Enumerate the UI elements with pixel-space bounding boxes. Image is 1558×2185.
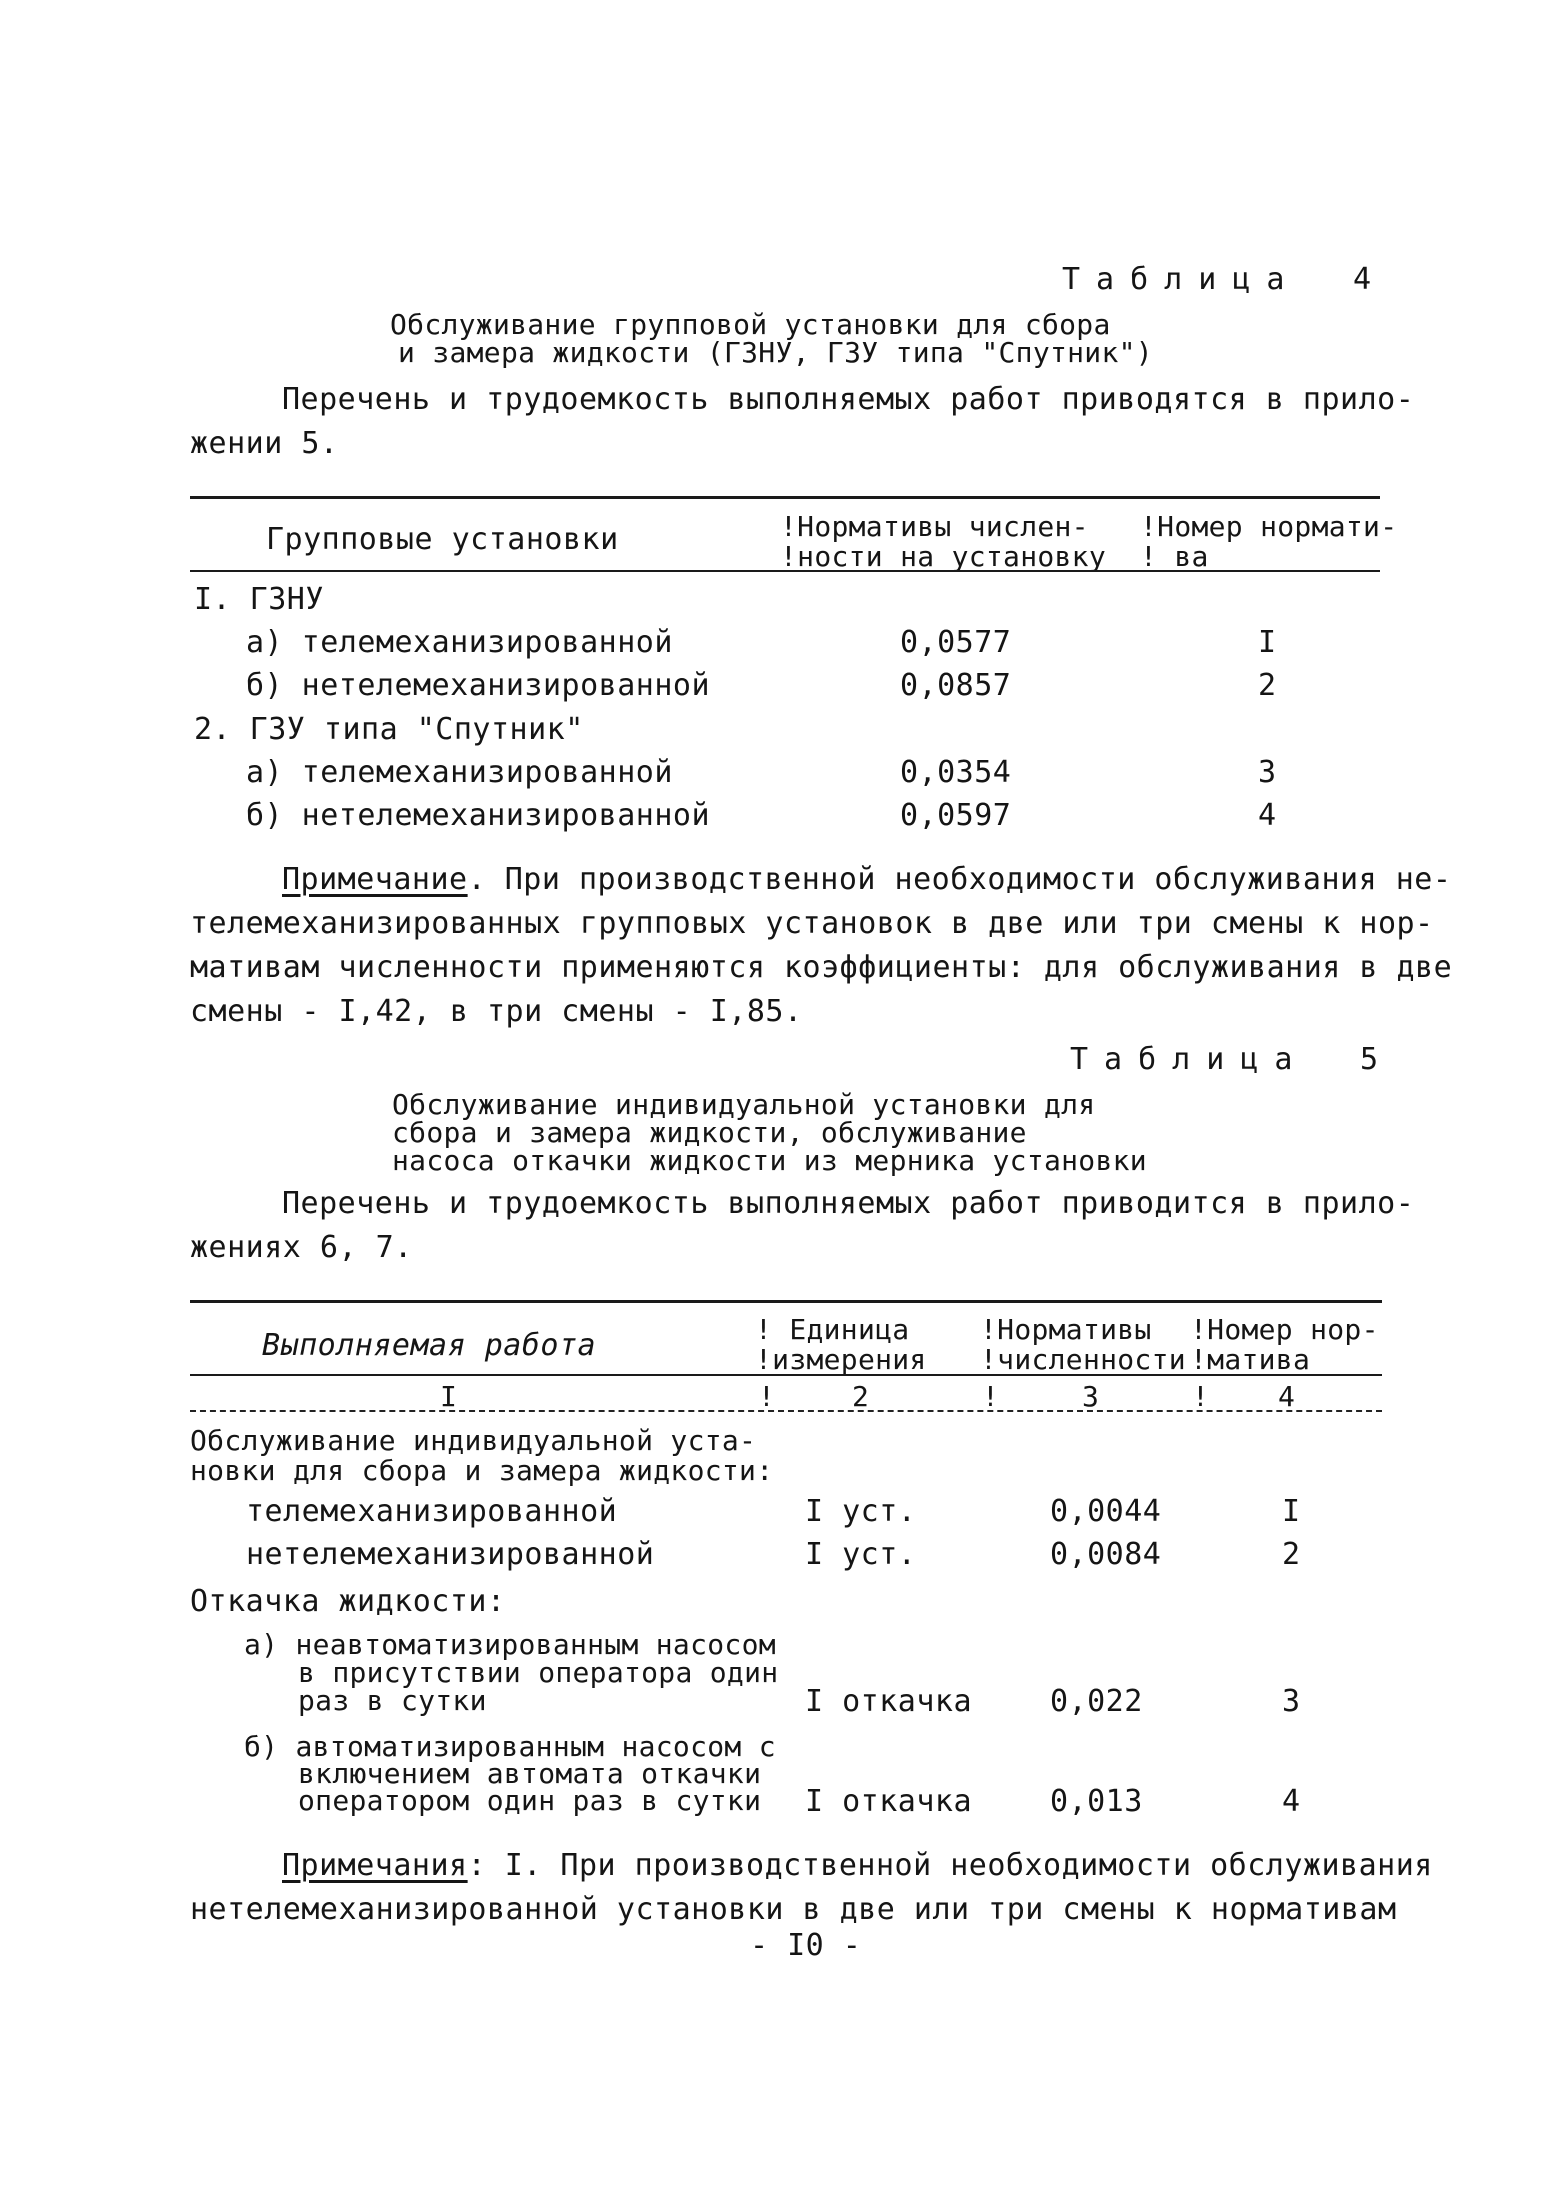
table4-title-line2: и замера жидкости (ГЗНУ, ГЗУ типа "Спутник") — [398, 336, 1153, 369]
table4-header-col2-line2: !ности на установку — [780, 540, 1106, 573]
table4-note-label: Примечание — [282, 862, 468, 897]
table5-row-unit: I уст. — [805, 1537, 917, 1572]
table5-colnum-rule — [190, 1410, 1382, 1412]
table5-row3-unit: I откачка — [805, 1684, 973, 1719]
table5-row-number: I — [1282, 1494, 1301, 1529]
table5-colnum-separator: ! — [1192, 1380, 1210, 1413]
table5-header-col2-line1: ! Единица — [755, 1313, 910, 1346]
table5-colnum-separator: ! — [758, 1380, 776, 1413]
table4-row-label: 2. ГЗУ типа "Спутник" — [194, 712, 584, 747]
table4-title-line1: Обслуживание групповой установки для сбора — [390, 308, 1111, 341]
table5-group1-line2: новки для сбора и замера жидкости: — [190, 1454, 774, 1487]
table5-row-label: телемеханизированной — [246, 1494, 618, 1529]
table4-row-value: 0,0857 — [900, 668, 1012, 703]
table4-row-label: а) телемеханизированной — [246, 625, 673, 660]
table4-row-label: а) телемеханизированной — [246, 755, 673, 790]
table5-intro-line1: Перечень и трудоемкость выполняемых работ приводится в прило- — [282, 1186, 1415, 1221]
table4-header-col3-line1: !Номер нормати- — [1140, 510, 1398, 543]
table5-header-rule — [190, 1374, 1382, 1376]
table5-header-col4-line2: !матива — [1190, 1343, 1311, 1376]
table5-top-rule — [190, 1300, 1382, 1303]
table5-label: Таблица — [1070, 1042, 1309, 1077]
table5-header-col2-line2: !измерения — [755, 1343, 927, 1376]
table5-row-number: 2 — [1282, 1537, 1301, 1572]
table5-row-unit: I уст. — [805, 1494, 917, 1529]
table5-group1-line1: Обслуживание индивидуальной уста- — [190, 1424, 757, 1457]
table4-row-label: б) нетелемеханизированной — [246, 798, 711, 833]
table5-header-col3-line1: !Нормативы — [980, 1313, 1152, 1346]
table5-row3-line2: в присутствии оператора один — [298, 1656, 779, 1689]
table5-row-label: нетелемеханизированной — [246, 1537, 655, 1572]
table4-row-number: 3 — [1258, 755, 1277, 790]
table5-note-line1 — [282, 1848, 1433, 1883]
table5-title-line3: насоса откачки жидкости из мерника установки — [392, 1144, 1147, 1177]
table5-row4-line2: включением автомата откачки — [298, 1757, 762, 1790]
table5-colnum: 4 — [1278, 1380, 1296, 1413]
table4-header-col2-line1: !Нормативы числен- — [780, 510, 1089, 543]
table5-header-col1: Выполняемая работа — [262, 1328, 597, 1363]
table5-colnum: 2 — [852, 1380, 870, 1413]
table4-note-line2: телемеханизированных групповых установок в две или три смены к нор- — [190, 906, 1434, 941]
table4-row-value: 0,0354 — [900, 755, 1012, 790]
table5-colnum-separator: ! — [982, 1380, 1000, 1413]
table4-number: 4 — [1353, 262, 1372, 297]
table5-intro-line2: жениях 6, 7. — [190, 1230, 413, 1265]
table5-row4-line1: б) автоматизированным насосом с — [244, 1730, 776, 1763]
table4-row-value: 0,0597 — [900, 798, 1012, 833]
table5-note-label: Примечания — [282, 1848, 468, 1883]
table4-row-label: I. ГЗНУ — [194, 582, 324, 617]
page-number: - I0 - — [750, 1928, 862, 1963]
table5-row4-line3: оператором один раз в сутки — [298, 1784, 762, 1817]
table5-title-line2: сбора и замера жидкости, обслуживание — [392, 1116, 1027, 1149]
table4-intro-line2: жении 5. — [190, 426, 339, 461]
table5-note-line2: нетелемеханизированной установки в две или три смены к нормативам — [190, 1892, 1397, 1927]
table4-row-number: 2 — [1258, 668, 1277, 703]
table4-top-rule — [190, 496, 1380, 499]
table4-row-value: 0,0577 — [900, 625, 1012, 660]
table5-row3-number: 3 — [1282, 1684, 1301, 1719]
table4-intro-line1: Перечень и трудоемкость выполняемых работ приводятся в прило- — [282, 382, 1415, 417]
table5-row-value: 0,0044 — [1050, 1494, 1162, 1529]
table5-header-col3-line2: !численности — [980, 1343, 1186, 1376]
table5-row4-unit: I откачка — [805, 1784, 973, 1819]
table4-note-line1 — [282, 862, 1451, 897]
table4-note-line4: смены - I,42, в три смены - I,85. — [190, 994, 803, 1029]
table5-row3-line1: а) неавтоматизированным насосом — [244, 1628, 776, 1661]
table4-header-col1: Групповые установки — [266, 522, 619, 557]
table4-label: Таблица — [1062, 262, 1301, 297]
table4-header-rule — [190, 570, 1380, 572]
table4-header-col3-line2: ! ва — [1140, 540, 1209, 573]
table5-group2: Откачка жидкости: — [190, 1584, 506, 1619]
table4-note-text: . При производственной необходимости обслуживания не- — [467, 862, 1452, 897]
table5-row3-value: 0,022 — [1050, 1684, 1143, 1719]
table4-note-line3: мативам численности применяются коэффициенты: для обслуживания в две — [190, 950, 1453, 985]
table5-row4-number: 4 — [1282, 1784, 1301, 1819]
table5-row4-value: 0,013 — [1050, 1784, 1143, 1819]
table4-row-number: I — [1258, 625, 1277, 660]
table4-row-label: б) нетелемеханизированной — [246, 668, 711, 703]
table5-header-col4-line1: !Номер нор- — [1190, 1313, 1379, 1346]
table5-title-line1: Обслуживание индивидуальной установки для — [392, 1088, 1096, 1121]
table5-colnum: I — [440, 1380, 458, 1413]
table5-colnum: 3 — [1082, 1380, 1100, 1413]
table5-note-text: : I. При производственной необходимости обслуживания — [467, 1848, 1433, 1883]
table5-number: 5 — [1360, 1042, 1379, 1077]
table5-row3-line3: раз в сутки — [298, 1684, 487, 1717]
table4-row-number: 4 — [1258, 798, 1277, 833]
table5-row-value: 0,0084 — [1050, 1537, 1162, 1572]
